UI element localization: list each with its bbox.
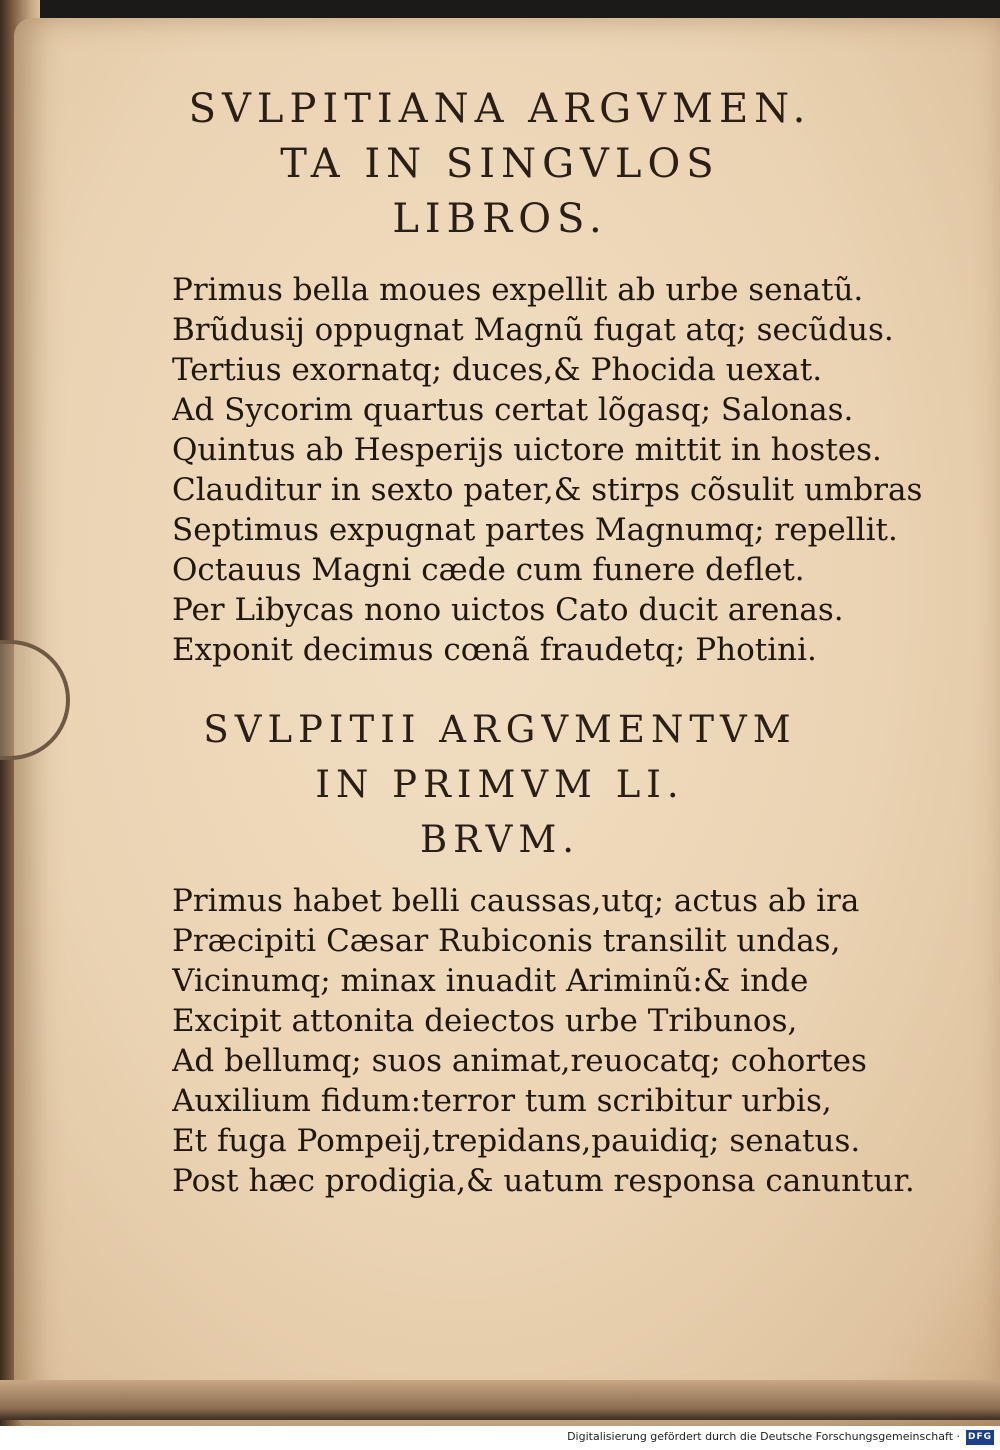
verse-line: Excipit attonita deiectos urbe Tribunos, (172, 1003, 798, 1039)
verse-line: Per Libycas nono uictos Cato ducit arenas. (172, 592, 844, 628)
verse-line: Octauus Magni cæde cum funere deflet. (172, 552, 805, 588)
verse-line: Ad Sycorim quartus certat lõgasq; Salonas. (172, 392, 854, 428)
verse-line: Præcipiti Cæsar Rubiconis transilit undas, (172, 923, 841, 959)
verse-line: Vicinumq; minax inuadit Ariminũ:& inde (172, 963, 809, 999)
verse-line: Brũdusij oppugnat Magnũ fugat atq; secũdus. (172, 312, 894, 348)
section-2-verse (172, 881, 962, 1201)
section-1-heading (160, 82, 840, 247)
verse-line: Et fuga Pompeij,trepidans,pauidiq; senatus. (172, 1123, 861, 1159)
verse-line: Post hæc prodigia,& uatum responsa canuntur. (172, 1163, 915, 1199)
dfg-logo-icon[interactable]: DFG (966, 1430, 994, 1445)
heading-line: LIBROS. (392, 196, 608, 242)
heading-line: IN PRIMVM LI. (315, 763, 685, 806)
heading-line: SVLPITIANA ARGVMEN. (188, 86, 812, 132)
verse-line: Primus habet belli caussas,utq; actus ab ira (172, 883, 860, 919)
heading-line: BRVM. (419, 818, 581, 861)
heading-line: SVLPITII ARGVMENTVM (203, 708, 797, 751)
funding-credit: Digitalisierung gefördert durch die Deutsche Forschungsgemeinschaft · (567, 1430, 960, 1443)
verse-line: Exponit decimus cœnã fraudetq; Photini. (172, 632, 817, 668)
verse-line: Primus bella moues expellit ab urbe senatũ. (172, 272, 864, 308)
verse-line: Quintus ab Hesperijs uictore mittit in hostes. (172, 432, 882, 468)
verse-line: Tertius exornatq; duces,& Phocida uexat. (172, 352, 823, 388)
verse-line: Clauditur in sexto pater,& stirps cõsulit umbras (172, 472, 923, 508)
heading-line: TA IN SINGVLOS (280, 141, 720, 187)
section-2-heading (160, 702, 840, 867)
section-1-verse (172, 270, 962, 670)
verse-line: Auxilium fidum:terror tum scribitur urbis, (172, 1083, 832, 1119)
verse-line: Septimus expugnat partes Magnumq; repellit. (172, 512, 898, 548)
footer-bar (0, 1426, 1000, 1450)
verse-line: Ad bellumq; suos animat,reuocatq; cohortes (172, 1043, 867, 1079)
